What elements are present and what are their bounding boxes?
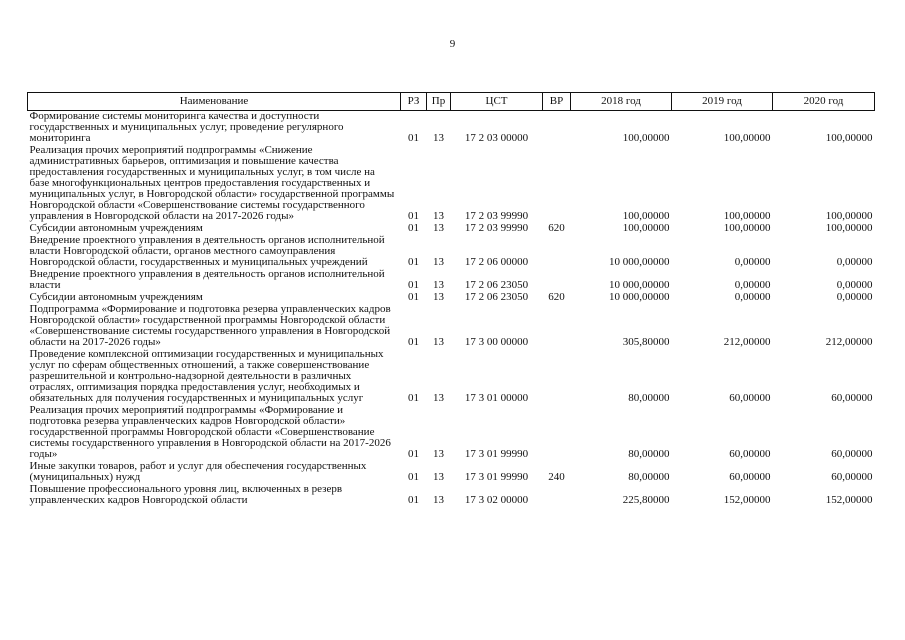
table-row — [28, 269, 875, 292]
cell-pr: 13 — [433, 132, 444, 144]
header-vr: ВР — [543, 93, 571, 111]
table-row — [28, 235, 875, 269]
cell-cst: 17 2 06 23050 — [464, 291, 529, 303]
table-body — [28, 111, 875, 508]
cell-cst: 17 3 01 99990 — [464, 471, 529, 483]
cell-pr: 13 — [433, 392, 444, 404]
cell-y2019: 100,00000 — [723, 222, 771, 234]
cell-y2018: 10 000,00000 — [609, 279, 670, 291]
cell-rz: 01 — [408, 336, 419, 348]
cell-name: Формирование системы мониторинга качества и доступности государственных и муниципальных услуг, проведение регулярного мониторинга — [29, 110, 344, 144]
cell-pr: 13 — [433, 291, 444, 303]
cell-cst: 17 2 03 99990 — [464, 222, 529, 234]
cell-y2019: 212,00000 — [723, 336, 771, 348]
page-number: 9 — [449, 38, 456, 50]
cell-y2018: 225,80000 — [622, 494, 670, 506]
cell-name: Субсидии автономным учреждениям — [29, 291, 203, 303]
cell-vr: 240 — [548, 471, 565, 483]
cell-y2019: 60,00000 — [729, 448, 771, 460]
cell-rz: 01 — [408, 210, 419, 222]
cell-pr: 13 — [433, 448, 444, 460]
cell-y2020: 60,00000 — [831, 471, 873, 483]
header-cst: ЦСТ — [451, 93, 543, 111]
cell-y2018: 80,00000 — [628, 448, 670, 460]
cell-name: Реализация прочих мероприятий подпрограммы «Формирование и подготовка резерва управленческих кадров Новгородской области» государственной программы Новгородской области «Совершенствование системы государственного управления в Новгородской области на 2017-2026 годы» — [29, 404, 391, 460]
cell-cst: 17 2 06 00000 — [464, 256, 529, 268]
cell-rz: 01 — [408, 291, 419, 303]
cell-y2019: 60,00000 — [729, 471, 771, 483]
cell-pr: 13 — [433, 471, 444, 483]
table-row — [28, 145, 875, 223]
cell-rz: 01 — [408, 494, 419, 506]
cell-vr — [543, 111, 571, 146]
cell-name: Субсидии автономным учреждениям — [29, 222, 203, 234]
cell-cst: 17 2 03 99990 — [464, 210, 529, 222]
cell-rz: 01 — [408, 448, 419, 460]
cell-pr: 13 — [433, 222, 444, 234]
cell-cst: 17 2 06 23050 — [464, 279, 529, 291]
cell-y2018: 100,00000 — [622, 210, 670, 222]
cell-pr: 13 — [433, 494, 444, 506]
cell-pr: 13 — [433, 210, 444, 222]
cell-y2020: 100,00000 — [825, 132, 873, 144]
cell-name: Внедрение проектного управления в деятельность органов исполнительной власти — [29, 268, 385, 291]
cell-vr — [543, 235, 571, 269]
table-row — [28, 304, 875, 349]
cell-vr — [543, 304, 571, 349]
cell-vr — [543, 405, 571, 461]
cell-rz: 01 — [408, 132, 419, 144]
cell-vr: 620 — [548, 291, 565, 303]
cell-y2020: 152,00000 — [825, 494, 873, 506]
cell-y2018: 305,80000 — [622, 336, 670, 348]
cell-vr: 620 — [548, 222, 565, 234]
table-header — [28, 93, 875, 111]
header-pr: Пр — [427, 93, 451, 111]
cell-y2019: 152,00000 — [723, 494, 771, 506]
cell-rz: 01 — [408, 256, 419, 268]
cell-y2019: 0,00000 — [734, 256, 771, 268]
cell-name: Повышение профессионального уровня лиц, включенных в резерв управленческих кадров Новгородской области — [29, 483, 343, 506]
table-row — [28, 484, 875, 507]
cell-y2020: 0,00000 — [836, 291, 873, 303]
cell-y2020: 60,00000 — [831, 392, 873, 404]
cell-y2020: 100,00000 — [825, 222, 873, 234]
cell-y2020: 212,00000 — [825, 336, 873, 348]
cell-y2019: 100,00000 — [723, 210, 771, 222]
table-row — [28, 111, 875, 146]
header-name: Наименование — [28, 93, 401, 111]
cell-y2018: 10 000,00000 — [609, 291, 670, 303]
cell-rz: 01 — [408, 471, 419, 483]
cell-vr — [543, 484, 571, 507]
cell-pr: 13 — [433, 336, 444, 348]
cell-name: Иные закупки товаров, работ и услуг для обеспечения государственных (муниципальных) нужд — [29, 460, 367, 483]
cell-y2020: 0,00000 — [836, 279, 873, 291]
cell-y2020: 60,00000 — [831, 448, 873, 460]
cell-y2020: 100,00000 — [825, 210, 873, 222]
cell-rz: 01 — [408, 279, 419, 291]
cell-y2018: 80,00000 — [628, 471, 670, 483]
cell-y2019: 100,00000 — [723, 132, 771, 144]
table-row — [28, 405, 875, 461]
table-row — [28, 461, 875, 484]
cell-vr — [543, 349, 571, 405]
cell-name: Проведение комплексной оптимизации государственных и муниципальных услуг по сферам общественных отношений, а также совершенствование разрешительной и контрольно-надзорной деятельности в различных отраслях, оптимизация порядка предоставления услуг, необходимых и обязательных для получения государственных и муниципальных услуг — [29, 348, 384, 404]
cell-cst: 17 3 00 00000 — [464, 336, 529, 348]
header-2020: 2020 год — [773, 93, 875, 111]
header-2019: 2019 год — [672, 93, 773, 111]
cell-name: Внедрение проектного управления в деятельность органов исполнительной власти Новгородской области, органов местного самоуправления Новгородской области, государственных и муниципальных учреждений — [29, 234, 385, 268]
cell-y2018: 100,00000 — [622, 132, 670, 144]
cell-cst: 17 2 03 00000 — [464, 132, 529, 144]
header-2018: 2018 год — [571, 93, 672, 111]
cell-y2019: 60,00000 — [729, 392, 771, 404]
cell-y2019: 0,00000 — [734, 279, 771, 291]
cell-y2018: 10 000,00000 — [609, 256, 670, 268]
cell-y2018: 100,00000 — [622, 222, 670, 234]
header-rz: РЗ — [401, 93, 427, 111]
cell-name: Реализация прочих мероприятий подпрограммы «Снижение административных барьеров, оптимизация и повышение качества предоставления государственных и муниципальных услуг, в том числе на базе многофункциональных центров предоставления государственных и муниципальных услуг, в Новгородской области» государственной программы Новгородской области «Совершенствование системы государственного управления в Новгородской области на 2017-2026 годы» — [29, 144, 395, 222]
cell-cst: 17 3 02 00000 — [464, 494, 529, 506]
cell-name: Подпрограмма «Формирование и подготовка резерва управленческих кадров Новгородской области» государственной программы Новгородской области «Совершенствование системы государственного управления в Новгородской области на 2017-2026 годы» — [29, 303, 391, 348]
table-row — [28, 349, 875, 405]
cell-rz: 01 — [408, 392, 419, 404]
budget-table — [27, 92, 875, 507]
cell-y2018: 80,00000 — [628, 392, 670, 404]
cell-pr: 13 — [433, 279, 444, 291]
cell-pr: 13 — [433, 256, 444, 268]
cell-rz: 01 — [408, 222, 419, 234]
cell-y2020: 0,00000 — [836, 256, 873, 268]
cell-cst: 17 3 01 99990 — [464, 448, 529, 460]
cell-vr — [543, 145, 571, 223]
cell-vr — [543, 269, 571, 292]
cell-cst: 17 3 01 00000 — [464, 392, 529, 404]
cell-y2019: 0,00000 — [734, 291, 771, 303]
